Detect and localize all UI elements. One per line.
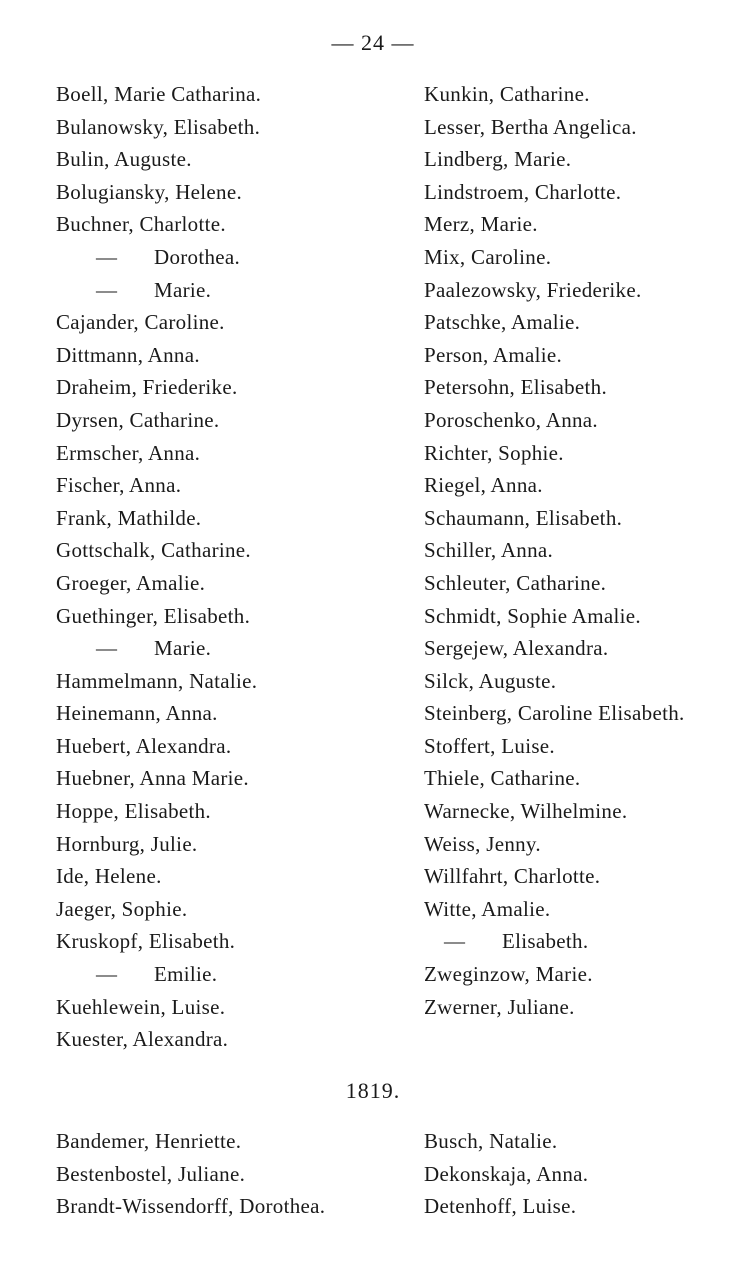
list-item [424,469,744,502]
entry-name: Huebert, Alexandra. [56,733,232,758]
list-item [56,534,416,567]
list-item [424,925,744,958]
list-item [56,600,416,633]
entry-name: Willfahrt, Charlotte. [424,864,601,889]
entry-name: Gottschalk, Catharine. [56,538,251,563]
list-item [424,241,744,274]
entry-name: Lindberg, Marie. [424,147,572,172]
list-item [56,339,416,372]
list-item [424,958,744,991]
list-item [424,730,744,763]
ditto-dash: — [96,962,118,987]
list-item [56,1023,416,1056]
list-item [56,632,416,665]
entry-name: Elisabeth. [502,929,589,954]
entry-name: Bolugiansky, Helene. [56,179,243,204]
entry-name: Ide, Helene. [56,864,162,889]
entry-name: Weiss, Jenny. [424,831,541,856]
entry-name: Dyrsen, Catharine. [56,407,220,432]
entry-name: Kunkin, Catharine. [424,82,590,106]
entry-name: Hammelmann, Natalie. [56,668,258,693]
entry-name: Petersohn, Elisabeth. [424,375,608,400]
entry-name: Lindstroem, Charlotte. [424,179,622,204]
entry-name: Ermscher, Anna. [56,440,201,465]
entry-name: Fischer, Anna. [56,473,182,498]
list-item [56,404,416,437]
list-item [424,600,744,633]
list-item [424,632,744,665]
entry-name: Jaeger, Sophie. [56,896,188,921]
page-number: — 24 — [331,30,415,55]
list-item [56,143,416,176]
list-item [424,339,744,372]
list-item [424,893,744,926]
list-item [56,991,416,1024]
name-list-1818-left [56,78,416,1056]
name-list-1819-left [56,1125,416,1223]
entry-name: Marie. [154,636,212,661]
name-list-1818-right [424,78,744,1023]
entry-name: Schleuter, Catharine. [424,570,607,595]
entry-name: Sergejew, Alexandra. [424,636,609,661]
list-item [424,78,744,111]
entry-name: Kruskopf, Elisabeth. [56,929,236,954]
entry-name: Stoffert, Luise. [424,733,555,758]
entry-name: Poroschenko, Anna. [424,407,598,432]
list-item [56,1190,416,1223]
list-item [424,404,744,437]
list-item [56,78,416,111]
entry-name: Kuester, Alexandra. [56,1027,229,1052]
entry-name: Bulanowsky, Elisabeth. [56,114,261,139]
entry-name: Boell, Marie Catharina. [56,82,262,106]
entry-name: Schaumann, Elisabeth. [424,505,623,530]
entry-name: Dekonskaja, Anna. [424,1161,589,1186]
list-item [424,1158,744,1191]
list-item [424,176,744,209]
list-item [56,241,416,274]
ditto-dash: — [96,244,118,269]
list-item [56,208,416,241]
list-item [56,469,416,502]
list-item [56,893,416,926]
list-item [56,176,416,209]
list-item [56,1125,416,1158]
list-item [424,111,744,144]
list-item [424,143,744,176]
entry-name: Heinemann, Anna. [56,701,218,726]
entry-name: Hornburg, Julie. [56,831,198,856]
entry-name: Buchner, Charlotte. [56,212,226,237]
entry-name: Riegel, Anna. [424,473,543,498]
entry-name: Warnecke, Wilhelmine. [424,799,628,824]
list-item [424,665,744,698]
entry-name: Bulin, Auguste. [56,147,192,172]
entry-name: Schiller, Anna. [424,538,554,563]
list-item [424,991,744,1024]
list-item [424,828,744,861]
entry-name: Draheim, Friederike. [56,375,238,400]
entry-name: Emilie. [154,962,218,987]
list-item [424,502,744,535]
entry-name: Dittmann, Anna. [56,342,200,367]
list-item [424,1125,744,1158]
entry-name: Zwerner, Juliane. [424,994,575,1019]
ditto-dash: — [96,636,118,661]
list-item [56,502,416,535]
list-item [424,860,744,893]
entry-name: Kuehlewein, Luise. [56,994,226,1019]
list-item [56,730,416,763]
entry-name: Schmidt, Sophie Amalie. [424,603,641,628]
entry-name: Brandt-Wissendorff, Dorothea. [56,1194,326,1219]
list-item [56,371,416,404]
entry-name: Cajander, Caroline. [56,310,225,335]
entry-name: Person, Amalie. [424,342,563,367]
entry-name: Groeger, Amalie. [56,570,206,595]
list-item [56,437,416,470]
list-item [56,1158,416,1191]
entry-name: Richter, Sophie. [424,440,564,465]
entry-name: Lesser, Bertha Angelica. [424,114,637,139]
entry-name: Merz, Marie. [424,212,538,237]
list-item [56,958,416,991]
entry-name: Frank, Mathilde. [56,505,202,530]
list-item [56,860,416,893]
year-heading: 1819. [345,1078,401,1103]
list-item [56,274,416,307]
list-item [424,762,744,795]
list-item [56,925,416,958]
ditto-dash: — [96,277,118,302]
list-item [56,762,416,795]
entry-name: Zweginzow, Marie. [424,962,593,987]
name-list-1819-right [424,1125,744,1223]
list-item [56,111,416,144]
entry-name: Witte, Amalie. [424,896,551,921]
list-item [56,828,416,861]
entry-name: Marie. [154,277,212,302]
list-item [56,306,416,339]
entry-name: Huebner, Anna Marie. [56,766,249,791]
entry-name: Dorothea. [154,244,241,269]
list-item [424,306,744,339]
entry-name: Patschke, Amalie. [424,310,581,335]
list-item [424,274,744,307]
entry-name: Detenhoff, Luise. [424,1194,577,1219]
ditto-dash: — [444,929,466,954]
list-item [424,567,744,600]
list-item [424,208,744,241]
list-item [56,795,416,828]
entry-name: Hoppe, Elisabeth. [56,799,211,824]
entry-name: Guethinger, Elisabeth. [56,603,251,628]
entry-name: Busch, Natalie. [424,1129,558,1153]
entry-name: Thiele, Catharine. [424,766,581,791]
entry-name: Mix, Caroline. [424,244,552,269]
list-item [424,437,744,470]
list-item [424,371,744,404]
list-item [424,1190,744,1223]
entry-name: Bandemer, Henriette. [56,1129,242,1153]
list-item [56,567,416,600]
list-item [424,795,744,828]
list-item [424,534,744,567]
list-item [56,665,416,698]
list-item [424,697,744,730]
entry-name: Paalezowsky, Friederike. [424,277,642,302]
entry-name: Steinberg, Caroline Elisabeth. [424,701,685,726]
entry-name: Bestenbostel, Juliane. [56,1161,246,1186]
list-item [56,697,416,730]
entry-name: Silck, Auguste. [424,668,557,693]
